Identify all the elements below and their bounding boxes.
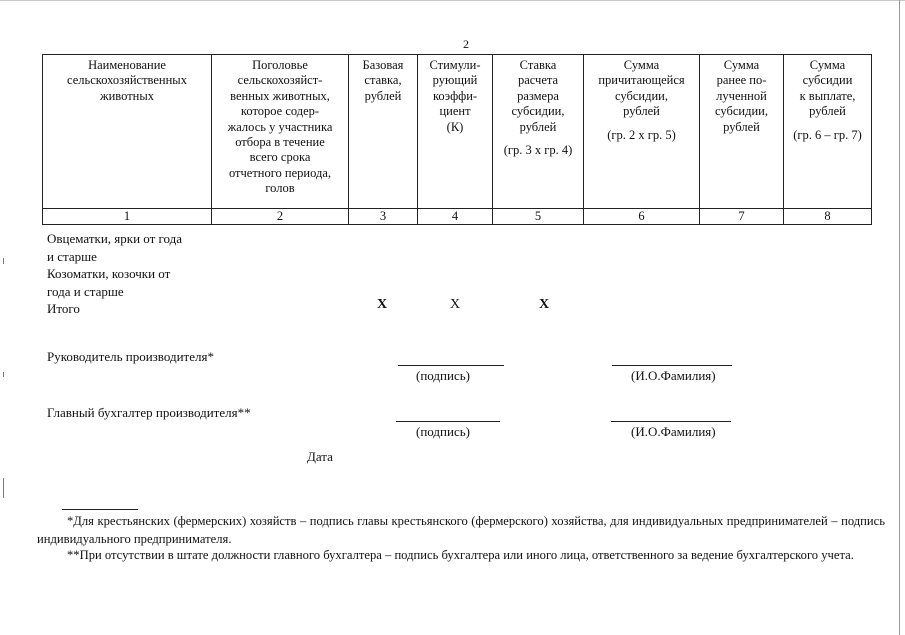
footnote-double-asterisk: **При отсутствии в штате должности главного бухгалтера – подпись бухгалтера или иного лица, ответственного за ведение бухгалтерского учета. bbox=[67, 548, 854, 562]
header-payable-subsidy bbox=[784, 55, 872, 209]
column-number: 6 bbox=[584, 209, 700, 225]
column-number: 8 bbox=[784, 209, 872, 225]
accountant-name-caption: (И.О.Фамилия) bbox=[631, 424, 716, 439]
total-mark-col3: Х bbox=[377, 297, 388, 312]
row-label: Овцематки, ярки от года bbox=[47, 231, 183, 246]
row-total bbox=[47, 300, 227, 318]
accountant-signature-label: Главный бухгалтер производителя** bbox=[47, 405, 251, 420]
scan-mark bbox=[3, 478, 4, 498]
accountant-signature-line bbox=[396, 421, 500, 422]
column-number-row bbox=[43, 209, 872, 225]
table-body-rows bbox=[47, 230, 227, 318]
row-label: и старше bbox=[47, 248, 97, 264]
header-livestock-count bbox=[212, 55, 349, 209]
column-number: 3 bbox=[349, 209, 418, 225]
table-header-row bbox=[43, 55, 872, 209]
header-text: Ставка расчета размера субсидии, рублей bbox=[511, 58, 565, 134]
header-due-subsidy bbox=[584, 55, 700, 209]
head-signature-label: Руководитель производителя* bbox=[47, 349, 214, 364]
head-signature-caption: (подпись) bbox=[416, 368, 470, 383]
row-goats bbox=[47, 265, 227, 300]
header-received-subsidy bbox=[700, 55, 784, 209]
head-name-caption: (И.О.Фамилия) bbox=[631, 368, 716, 383]
header-text: Поголовье сельскохозяйст- венных животных, которое содер- жалось у участника отбора в течение всего срока отчетного периода, голов bbox=[227, 58, 333, 196]
date-label: Дата bbox=[307, 449, 333, 464]
column-number: 5 bbox=[493, 209, 584, 225]
formula-col5: (гр. 3 х гр. 4) bbox=[503, 143, 573, 158]
header-text: Базовая ставка, рублей bbox=[362, 58, 404, 103]
header-base-rate bbox=[349, 55, 418, 209]
header-text: Сумма субсидии к выплате, рублей bbox=[799, 58, 856, 119]
row-ewes bbox=[47, 230, 227, 265]
accountant-signature-caption: (подпись) bbox=[416, 424, 470, 439]
page-number: 2 bbox=[463, 37, 469, 51]
scan-edge-right bbox=[899, 0, 900, 635]
formula-col8: (гр. 6 – гр. 7) bbox=[793, 127, 862, 142]
head-name-line bbox=[612, 365, 732, 366]
column-number: 2 bbox=[212, 209, 349, 225]
accountant-name-line bbox=[611, 421, 731, 422]
column-number: 1 bbox=[43, 209, 212, 225]
footnote-single-asterisk: *Для крестьянских (фермерских) хозяйств – подпись главы крестьянского (фермерского) хозяйства, для индивидуальных предпринимателей – подпись индивидуального предпринимателя. bbox=[37, 514, 885, 546]
scan-mark bbox=[3, 372, 4, 377]
header-calc-rate bbox=[493, 55, 584, 209]
header-animal-name bbox=[43, 55, 212, 209]
column-number: 4 bbox=[418, 209, 493, 225]
head-signature-line bbox=[398, 365, 504, 366]
column-number: 7 bbox=[700, 209, 784, 225]
subsidy-table bbox=[42, 54, 872, 225]
footnote-separator bbox=[62, 509, 138, 510]
total-mark-col4: Х bbox=[450, 297, 461, 312]
header-text: Наименование сельскохозяйственных животных bbox=[67, 58, 187, 103]
total-mark-col5: Х bbox=[539, 297, 550, 312]
header-text: Стимули- рующий коэффи- циент (К) bbox=[429, 58, 481, 134]
header-text: Сумма причитающейся субсидии, рублей bbox=[598, 58, 685, 119]
scan-mark bbox=[3, 258, 4, 264]
header-coefficient bbox=[418, 55, 493, 209]
formula-col6: (гр. 2 х гр. 5) bbox=[607, 127, 676, 142]
row-label: Итого bbox=[47, 301, 80, 316]
row-label: Козоматки, козочки от bbox=[47, 266, 171, 281]
header-text: Сумма ранее по- лученной субсидии, рублей bbox=[715, 58, 768, 134]
row-label: года и старше bbox=[47, 283, 124, 299]
scan-edge-top bbox=[0, 0, 905, 1]
